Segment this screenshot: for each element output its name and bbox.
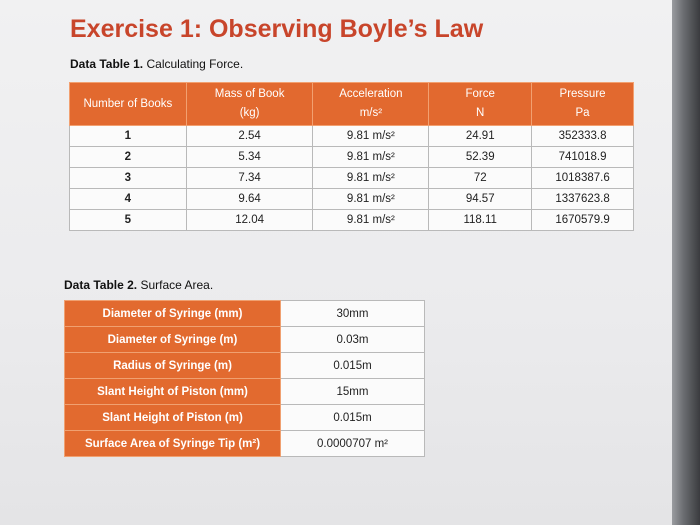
cell-pressure: 1670579.9 [532,210,634,231]
cell-acceleration: 9.81 m/s² [313,168,429,189]
row-value: 15mm [281,379,425,405]
table-row [70,168,634,189]
page-title: Exercise 1: Observing Boyle’s Law [70,15,484,43]
surface-area-table [64,300,425,457]
cell-mass: 2.54 [186,126,313,147]
table-row [70,147,634,168]
header-number-of-books: Number of Books [70,83,187,126]
table-row [65,353,425,379]
cell-acceleration: 9.81 m/s² [313,126,429,147]
header-pressure: Pressure Pa [532,83,634,126]
cell-books: 1 [70,126,187,147]
cell-books: 3 [70,168,187,189]
cell-acceleration: 9.81 m/s² [313,210,429,231]
cell-pressure: 1337623.8 [532,189,634,210]
table-row [65,301,425,327]
table-row [70,210,634,231]
row-label: Radius of Syringe (m) [65,353,281,379]
table2-caption [64,278,213,292]
cell-acceleration: 9.81 m/s² [313,147,429,168]
row-label: Surface Area of Syringe Tip (m²) [65,431,281,457]
force-data-table [69,82,634,231]
cell-mass: 7.34 [186,168,313,189]
cell-pressure: 1018387.6 [532,168,634,189]
row-value: 0.015m [281,405,425,431]
cell-force: 24.91 [429,126,532,147]
table1-caption [70,57,243,71]
header-acceleration: Acceleration m/s² [313,83,429,126]
table-row [70,126,634,147]
table-row [70,189,634,210]
table2-caption-text: Surface Area. [140,278,214,292]
table-row [65,431,425,457]
table1-caption-label: Data Table 1. [70,57,144,71]
cell-mass: 9.64 [186,189,313,210]
cell-force: 52.39 [429,147,532,168]
cell-force: 118.11 [429,210,532,231]
row-label: Diameter of Syringe (mm) [65,301,281,327]
cell-books: 5 [70,210,187,231]
cell-pressure: 741018.9 [532,147,634,168]
cell-force: 94.57 [429,189,532,210]
table2-caption-label: Data Table 2. [64,278,138,292]
cell-books: 4 [70,189,187,210]
table-row [65,405,425,431]
monitor-bezel [672,0,700,525]
row-label: Slant Height of Piston (mm) [65,379,281,405]
header-force: Force N [429,83,532,126]
row-value: 0.0000707 m² [281,431,425,457]
cell-pressure: 352333.8 [532,126,634,147]
row-value: 0.015m [281,353,425,379]
table-row [65,379,425,405]
cell-acceleration: 9.81 m/s² [313,189,429,210]
header-mass-of-book: Mass of Book (kg) [186,83,313,126]
table1-caption-text: Calculating Force. [146,57,244,71]
row-value: 0.03m [281,327,425,353]
table-row [65,327,425,353]
row-label: Slant Height of Piston (m) [65,405,281,431]
table1-header-row [70,83,634,126]
cell-mass: 12.04 [186,210,313,231]
cell-books: 2 [70,147,187,168]
cell-mass: 5.34 [186,147,313,168]
row-label: Diameter of Syringe (m) [65,327,281,353]
row-value: 30mm [281,301,425,327]
cell-force: 72 [429,168,532,189]
